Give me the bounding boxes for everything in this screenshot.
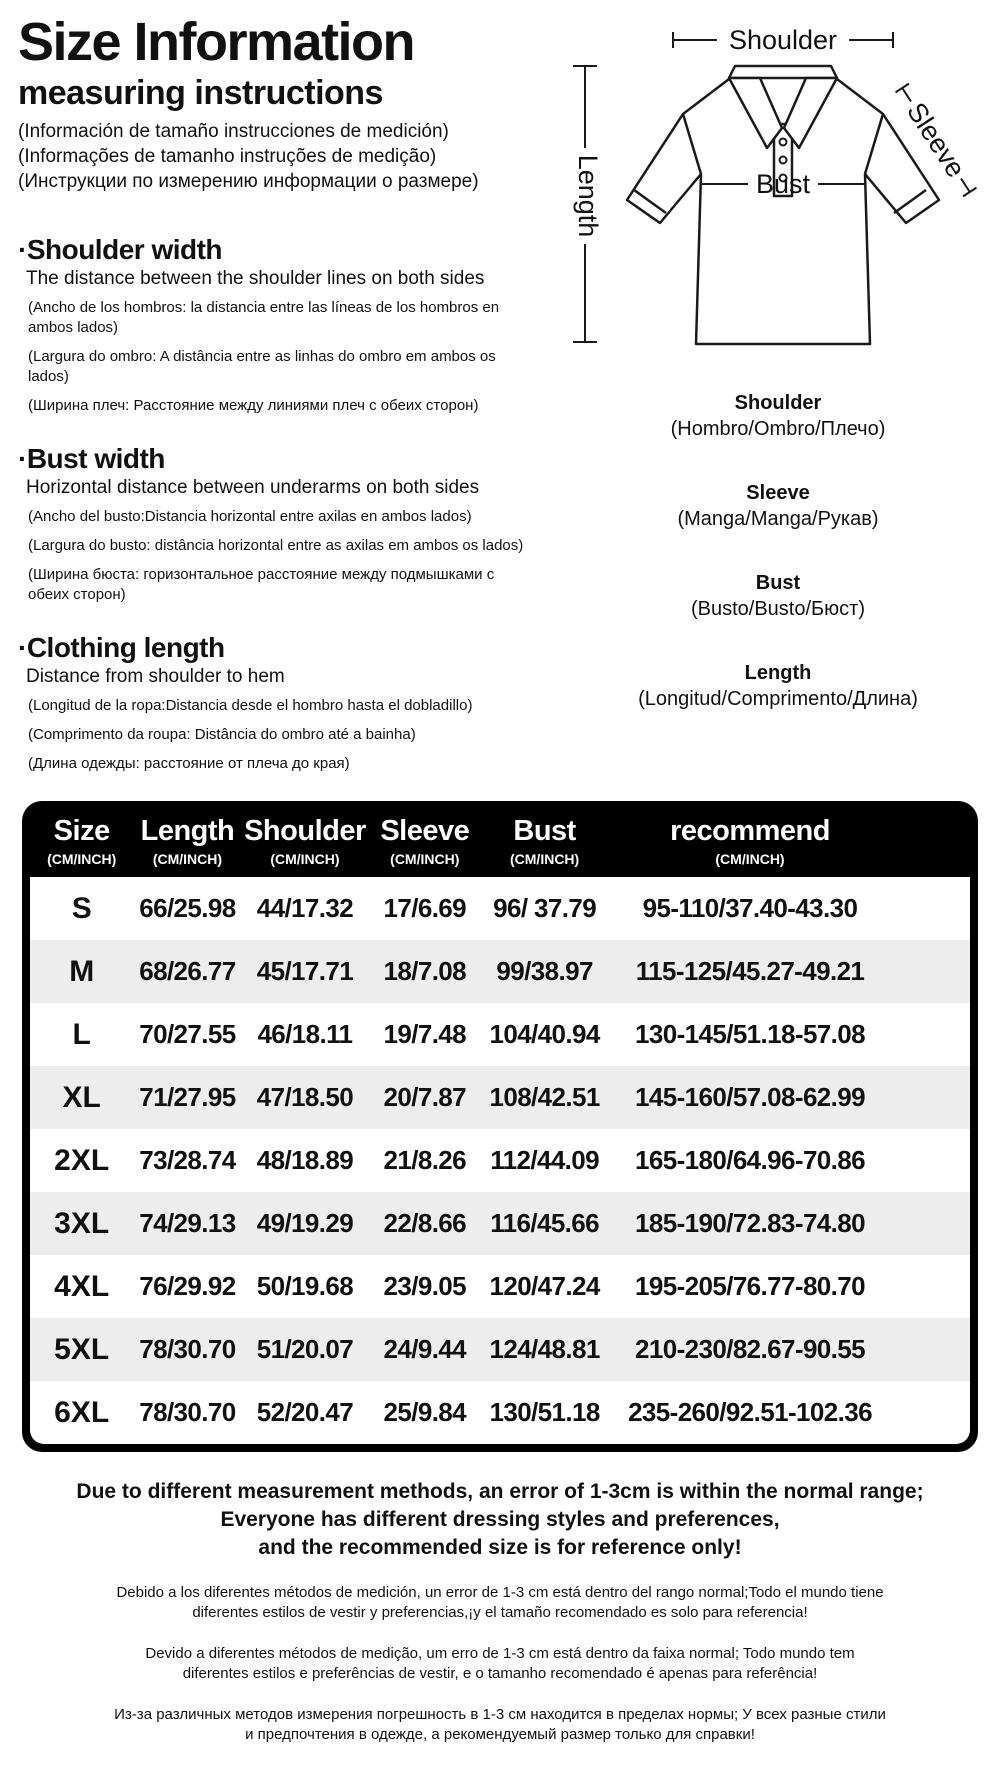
subtitle-translation-es: (Información de tamaño instrucciones de medición) [18, 121, 449, 143]
cell-shoulder: 48/18.89 [256, 1145, 354, 1176]
table-row-3xl [30, 1192, 970, 1255]
disclaimer-line: Due to different measurement methods, an error of 1-3cm is within the normal range; [76, 1480, 924, 1504]
cell-bust: 96/ 37.79 [493, 893, 597, 924]
cell-recommend: 235-260/92.51-102.36 [628, 1397, 872, 1428]
legend-term: Sleeve [746, 482, 810, 504]
table-row-l [30, 1003, 970, 1066]
cell-size: 3XL [54, 1206, 110, 1240]
column-header-bust [481, 815, 608, 867]
cell-length: 68/26.77 [139, 956, 236, 987]
diagram-column [551, 10, 1000, 783]
cell-recommend: 95-110/37.40-43.30 [642, 893, 858, 924]
cell-sleeve: 24/9.44 [383, 1334, 467, 1365]
cell-size: 6XL [54, 1395, 110, 1429]
size-table-body [30, 877, 970, 1444]
legend-entry-shoulder [551, 390, 1000, 442]
legend-entry-bust [551, 570, 1000, 622]
legend-translation: (Manga/Manga/Рукав) [677, 508, 879, 530]
shoulder-measure-label: Shoulder [728, 25, 838, 55]
table-row-2xl [30, 1129, 970, 1192]
cell-sleeve: 22/8.66 [383, 1208, 467, 1239]
column-header-label: Size [53, 815, 110, 848]
cell-shoulder: 47/18.50 [256, 1082, 354, 1113]
disclaimer-line: diferentes estilos de vestir y preferencias,¡y el tamaño recomendado es solo para referencia! [192, 1604, 808, 1622]
cell-size: L [72, 1017, 91, 1051]
section-description: Distance from shoulder to hem [26, 666, 285, 688]
cell-recommend: 165-180/64.96-70.86 [634, 1145, 866, 1176]
size-table [22, 801, 978, 1452]
page-title: Size Information [18, 12, 415, 72]
table-row-m [30, 940, 970, 1003]
cell-length: 70/27.55 [139, 1019, 236, 1050]
cell-bust: 112/44.09 [490, 1145, 600, 1176]
disclaimer [0, 1478, 1000, 1767]
page-subtitle: measuring instructions [18, 74, 383, 113]
cell-length: 66/25.98 [139, 893, 236, 924]
column-header-label: Length [140, 815, 235, 848]
cell-sleeve: 25/9.84 [383, 1397, 467, 1428]
section-description: Horizontal distance between underarms on both sides [26, 477, 480, 499]
column-header-label: Sleeve [380, 815, 470, 848]
cell-length: 78/30.70 [139, 1334, 236, 1365]
disclaimer-line: Devido a diferentes métodos de medição, um erro de 1-3 cm está dentro da faixa normal; Todo mundo tem [145, 1645, 855, 1663]
bust-measure-label: Bust [755, 169, 811, 199]
disclaimer-spanish [24, 1583, 976, 1623]
cell-recommend: 185-190/72.83-74.80 [634, 1208, 866, 1239]
cell-shoulder: 44/17.32 [256, 893, 354, 924]
cell-length: 71/27.95 [139, 1082, 236, 1113]
cell-sleeve: 21/8.26 [383, 1145, 467, 1176]
section-bust-width [18, 443, 551, 605]
sleeve-measure-label: Sleeve [900, 97, 972, 183]
cell-shoulder: 45/17.71 [256, 956, 354, 987]
section-note-ru: (Ширина бюста: горизонтальное расстояние между подмышками с обеих сторон) [28, 566, 495, 604]
subtitle-translation-ru: (Инструкции по измерению информации о размере) [18, 171, 479, 193]
disclaimer-line: diferentes estilos e preferências de vestir, e o tamanho recomendado é apenas para referência! [182, 1665, 818, 1683]
cell-sleeve: 19/7.48 [383, 1019, 467, 1050]
legend-entry-sleeve [551, 480, 1000, 532]
legend-translation: (Hombro/Ombro/Плечо) [670, 418, 886, 440]
table-row-s [30, 877, 970, 940]
disclaimer-line: Из-за различных методов измерения погрешность в 1-3 см находится в пределах нормы; У всех разные стили [114, 1706, 886, 1724]
section-clothing-length [18, 632, 551, 774]
disclaimer-russian [24, 1705, 976, 1745]
legend-translation: (Longitud/Comprimento/Длина) [638, 688, 918, 710]
legend-entry-length [551, 660, 1000, 712]
section-note-es: (Longitud de la ropa:Distancia desde el hombro hasta el dobladillo) [28, 697, 473, 715]
section-note-ru: (Ширина плеч: Расстояние между линиями плеч с обеих сторон) [28, 397, 479, 415]
cell-sleeve: 18/7.08 [383, 956, 467, 987]
disclaimer-english [24, 1478, 976, 1562]
cell-length: 78/30.70 [139, 1397, 236, 1428]
legend-term: Shoulder [734, 392, 822, 414]
cell-bust: 120/47.24 [489, 1271, 600, 1302]
cell-size: 2XL [54, 1143, 110, 1177]
measure-legend [551, 390, 1000, 712]
column-header-recommend [608, 815, 970, 867]
cell-shoulder: 51/20.07 [256, 1334, 354, 1365]
shirt-outline [627, 76, 939, 344]
column-header-length [133, 815, 241, 867]
cell-size: 5XL [54, 1332, 110, 1366]
column-header-shoulder [241, 815, 368, 867]
polo-shirt-diagram [555, 24, 1000, 364]
column-header-label: Shoulder [244, 815, 366, 848]
section-title: ·Shoulder width [18, 234, 223, 266]
cell-sleeve: 17/6.69 [383, 893, 467, 924]
disclaimer-portuguese [24, 1644, 976, 1684]
disclaimer-line: и предпочтения в одежде, а рекомендуемый размер только для справки! [245, 1726, 755, 1744]
disclaimer-line: and the recommended size is for reference only! [258, 1536, 742, 1560]
column-unit-label: (CM/INCH) [390, 851, 460, 868]
cell-bust: 130/51.18 [489, 1397, 600, 1428]
cell-recommend: 130-145/51.18-57.08 [634, 1019, 866, 1050]
column-unit-label: (CM/INCH) [152, 851, 223, 868]
legend-translation: (Busto/Busto/Бюст) [690, 598, 865, 620]
cell-size: M [69, 954, 95, 988]
section-title: ·Clothing length [18, 632, 225, 664]
cell-bust: 116/45.66 [490, 1208, 600, 1239]
legend-term: Bust [755, 572, 801, 594]
cell-size: 4XL [54, 1269, 110, 1303]
section-note-pt: (Comprimento da roupa: Distância do ombro até a bainha) [28, 726, 416, 744]
column-unit-label: (CM/INCH) [510, 851, 580, 868]
disclaimer-line: Everyone has different dressing styles and preferences, [220, 1508, 780, 1532]
section-description: The distance between the shoulder lines on both sides [26, 268, 485, 290]
column-header-label: recommend [670, 815, 830, 848]
cell-recommend: 195-205/76.77-80.70 [634, 1271, 866, 1302]
section-shoulder-width [18, 234, 551, 416]
table-row-4xl [30, 1255, 970, 1318]
disclaimer-line: Debido a los diferentes métodos de medición, un error de 1-3 cm está dentro del rango normal;Todo el mundo tiene [116, 1584, 884, 1602]
subtitle-translation-pt: (Informações de tamanho instruções de medição) [18, 146, 437, 168]
cell-length: 76/29.92 [139, 1271, 236, 1302]
cell-bust: 99/38.97 [496, 956, 593, 987]
cell-bust: 104/40.94 [489, 1019, 600, 1050]
cell-shoulder: 52/20.47 [256, 1397, 354, 1428]
cell-size: S [71, 891, 92, 925]
column-header-sleeve [368, 815, 481, 867]
cell-sleeve: 23/9.05 [383, 1271, 467, 1302]
cell-bust: 124/48.81 [489, 1334, 600, 1365]
section-note-ru: (Длина одежды: расстояние от плеча до края) [28, 755, 350, 773]
section-note-pt: (Largura do busto: distância horizontal entre as axilas em ambos os lados) [28, 537, 524, 555]
column-header-label: Bust [513, 815, 576, 848]
column-unit-label: (CM/INCH) [270, 851, 340, 868]
cell-recommend: 145-160/57.08-62.99 [634, 1082, 866, 1113]
column-header-size [30, 815, 133, 867]
size-table-header [30, 801, 970, 877]
top-section [0, 0, 1000, 783]
instructions-column [18, 10, 551, 783]
cell-size: XL [62, 1080, 101, 1114]
table-row-xl [30, 1066, 970, 1129]
legend-term: Length [744, 662, 812, 684]
cell-sleeve: 20/7.87 [383, 1082, 467, 1113]
cell-length: 73/28.74 [139, 1145, 236, 1176]
cell-length: 74/29.13 [139, 1208, 236, 1239]
section-note-es: (Ancho de los hombros: la distancia entre las líneas de los hombros en ambos lados) [28, 299, 500, 337]
table-row-5xl [30, 1318, 970, 1381]
section-title: ·Bust width [18, 443, 165, 475]
cell-recommend: 210-230/82.67-90.55 [634, 1334, 866, 1365]
cell-bust: 108/42.51 [489, 1082, 600, 1113]
cell-shoulder: 50/19.68 [256, 1271, 354, 1302]
cell-recommend: 115-125/45.27-49.21 [635, 956, 865, 987]
length-measure-label: Length [573, 154, 603, 238]
cell-shoulder: 46/18.11 [257, 1019, 353, 1050]
column-unit-label: (CM/INCH) [715, 851, 785, 868]
table-row-6xl [30, 1381, 970, 1444]
section-note-pt: (Largura do ombro: A distância entre as linhas do ombro em ambos os lados) [28, 348, 496, 386]
cell-shoulder: 49/19.29 [256, 1208, 354, 1239]
section-note-es: (Ancho del busto:Distancia horizontal entre axilas en ambos lados) [28, 508, 472, 526]
column-unit-label: (CM/INCH) [47, 851, 117, 868]
